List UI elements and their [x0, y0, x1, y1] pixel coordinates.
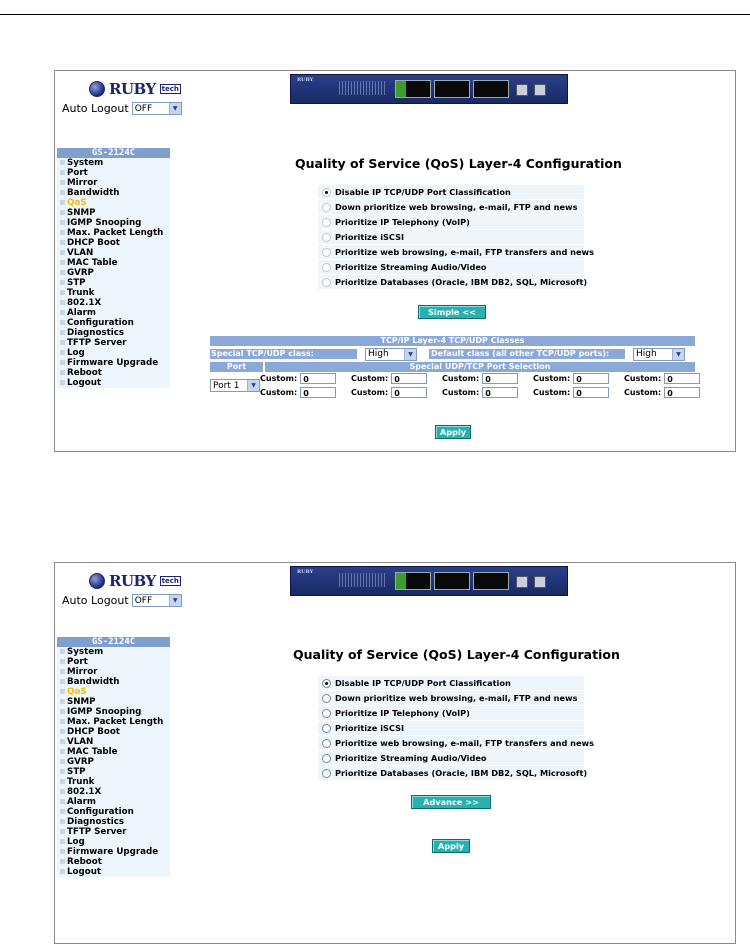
sidebar-item-reboot[interactable]: Reboot [57, 857, 170, 867]
custom-port-field [260, 373, 351, 384]
radio-button-icon[interactable] [322, 188, 331, 197]
radio-button-icon[interactable] [322, 233, 331, 242]
radio-button-icon[interactable] [322, 679, 331, 688]
radio-button-icon[interactable] [322, 263, 331, 272]
classification-option[interactable] [318, 751, 584, 765]
page-title: Quality of Service (QoS) Layer-4 Configuration [293, 647, 620, 662]
classification-option[interactable] [318, 691, 584, 705]
page-top-rule [0, 14, 750, 15]
sidebar-item-firmware-upgrade[interactable]: Firmware Upgrade [57, 358, 170, 368]
classification-option[interactable] [318, 676, 584, 690]
sidebar-item-diagnostics[interactable]: Diagnostics [57, 817, 170, 827]
sidebar-item-snmp[interactable]: SNMP [57, 697, 170, 707]
option-label: Down prioritize web browsing, e-mail, FTP and news [335, 202, 578, 212]
switch-front-panel-image: RUBY [290, 566, 568, 596]
sidebar-item-dhcp-boot[interactable]: DHCP Boot [57, 727, 170, 737]
sidebar-item-mac-table[interactable]: MAC Table [57, 258, 170, 268]
port-led-grid [339, 573, 385, 587]
port-block-2 [434, 80, 470, 98]
sidebar-item-diagnostics[interactable]: Diagnostics [57, 328, 170, 338]
custom-port-input[interactable]: 0 [482, 387, 518, 398]
radio-button-icon[interactable] [322, 754, 331, 763]
radio-button-icon[interactable] [322, 218, 331, 227]
chevron-down-icon: ▼ [169, 595, 181, 606]
sidebar-item-dhcp-boot[interactable]: DHCP Boot [57, 238, 170, 248]
sfp-port-1 [516, 84, 528, 96]
sidebar-item-configuration[interactable]: Configuration [57, 807, 170, 817]
sidebar-item-tftp-server[interactable]: TFTP Server [57, 827, 170, 837]
sidebar-menu [57, 637, 170, 877]
custom-label: Custom: [351, 374, 389, 383]
classification-option[interactable] [318, 275, 588, 289]
sidebar-item-reboot[interactable]: Reboot [57, 368, 170, 378]
port-selection-header: Special UDP/TCP Port Selection [265, 362, 695, 372]
sfp-port-2 [534, 576, 546, 588]
option-label: Prioritize Databases (Oracle, IBM DB2, SQL, Microsoft) [335, 277, 588, 287]
classification-option[interactable] [318, 245, 594, 259]
apply-button[interactable]: Apply [435, 425, 471, 439]
option-label: Prioritize web browsing, e-mail, FTP transfers and news [335, 247, 594, 257]
sidebar-item-max-packet-length[interactable]: Max. Packet Length [57, 717, 170, 727]
radio-button-icon[interactable] [322, 709, 331, 718]
custom-label: Custom: [624, 374, 662, 383]
sidebar-item-alarm[interactable]: Alarm [57, 308, 170, 318]
custom-port-input[interactable]: 0 [300, 373, 336, 384]
sidebar-item-log[interactable]: Log [57, 837, 170, 847]
radio-button-icon[interactable] [322, 694, 331, 703]
sidebar-item-stp[interactable]: STP [57, 278, 170, 288]
switch-front-panel-image: RUBY [290, 74, 568, 104]
sidebar-item-igmp-snooping[interactable]: IGMP Snooping [57, 707, 170, 717]
sidebar-item-vlan[interactable]: VLAN [57, 248, 170, 258]
sidebar-item-gvrp[interactable]: GVRP [57, 268, 170, 278]
layer4-classes-table [210, 336, 695, 398]
advanced-qos-screenshot [54, 70, 736, 452]
custom-port-field [442, 387, 533, 398]
option-label: Prioritize Databases (Oracle, IBM DB2, SQL, Microsoft) [335, 768, 588, 778]
port-led-grid [339, 81, 385, 95]
sidebar-item-trunk[interactable]: Trunk [57, 777, 170, 787]
custom-port-field [442, 373, 533, 384]
sidebar-item-firmware-upgrade[interactable]: Firmware Upgrade [57, 847, 170, 857]
option-label: Prioritize web browsing, e-mail, FTP transfers and news [335, 738, 594, 748]
port-block-1 [395, 572, 431, 590]
custom-port-field [533, 387, 624, 398]
custom-port-grid [260, 373, 715, 398]
apply-button[interactable]: Apply [432, 839, 470, 853]
default-class-label: Default class (all other TCP/UDP ports): [429, 349, 625, 359]
chevron-down-icon: ▼ [169, 103, 181, 114]
custom-port-field [351, 387, 442, 398]
sidebar-menu [57, 148, 170, 388]
sidebar-item-802-1x[interactable]: 802.1X [57, 298, 170, 308]
port-block-2 [434, 572, 470, 590]
custom-label: Custom: [533, 374, 571, 383]
sidebar-item-igmp-snooping[interactable]: IGMP Snooping [57, 218, 170, 228]
auto-logout [62, 102, 182, 115]
custom-label: Custom: [442, 388, 480, 397]
rubytech-logo: RUBY tech [89, 79, 181, 99]
sidebar-item-system[interactable]: System [57, 158, 170, 168]
sidebar-item-port[interactable]: Port [57, 168, 170, 178]
sidebar-item-vlan[interactable]: VLAN [57, 737, 170, 747]
sidebar-item-snmp[interactable]: SNMP [57, 208, 170, 218]
sidebar-item-alarm[interactable]: Alarm [57, 797, 170, 807]
option-label: Prioritize iSCSI [335, 723, 405, 733]
custom-port-field [260, 387, 351, 398]
advance-button[interactable]: Advance >> [411, 795, 491, 809]
custom-label: Custom: [260, 388, 298, 397]
custom-port-input[interactable]: 0 [664, 373, 700, 384]
auto-logout-label: Auto Logout [62, 594, 129, 607]
simple-button[interactable]: Simple << [418, 305, 486, 319]
radio-button-icon[interactable] [322, 769, 331, 778]
custom-label: Custom: [624, 388, 662, 397]
radio-button-icon[interactable] [322, 278, 331, 287]
chevron-down-icon: ▼ [404, 349, 416, 360]
special-class-label: Special TCP/UDP class: [210, 349, 357, 359]
custom-label: Custom: [442, 374, 480, 383]
custom-port-input[interactable]: 0 [391, 373, 427, 384]
custom-port-field [624, 387, 715, 398]
classification-option[interactable] [318, 260, 584, 274]
radio-button-icon[interactable] [322, 724, 331, 733]
port-block-3 [473, 572, 509, 590]
auto-logout-select[interactable]: OFF ▼ [132, 102, 182, 115]
sfp-port-1 [516, 576, 528, 588]
classification-option[interactable] [318, 706, 584, 720]
custom-port-field [351, 373, 442, 384]
custom-port-field [533, 373, 624, 384]
classification-option[interactable] [318, 200, 584, 214]
classification-option[interactable] [318, 766, 588, 780]
classification-option[interactable] [318, 230, 584, 244]
port-block-1 [395, 80, 431, 98]
sidebar-item-system[interactable]: System [57, 647, 170, 657]
classification-option[interactable] [318, 215, 584, 229]
sidebar-item-stp[interactable]: STP [57, 767, 170, 777]
custom-port-input[interactable]: 0 [573, 387, 609, 398]
auto-logout-select[interactable]: OFF ▼ [132, 594, 182, 607]
port-select[interactable]: Port 1 ▼ [210, 379, 260, 392]
option-label: Down prioritize web browsing, e-mail, FTP and news [335, 693, 578, 703]
radio-button-icon[interactable] [322, 248, 331, 257]
sidebar-item-trunk[interactable]: Trunk [57, 288, 170, 298]
option-label: Disable IP TCP/UDP Port Classification [335, 678, 511, 688]
classification-option[interactable] [318, 736, 594, 750]
sfp-port-2 [534, 84, 546, 96]
chevron-down-icon: ▼ [247, 380, 259, 391]
custom-label: Custom: [533, 388, 571, 397]
option-label: Prioritize Streaming Audio/Video [335, 753, 487, 763]
radio-button-icon[interactable] [322, 739, 331, 748]
option-label: Prioritize IP Telephony (VoIP) [335, 708, 470, 718]
custom-port-input[interactable]: 0 [482, 373, 518, 384]
sidebar-item-bandwidth[interactable]: Bandwidth [57, 677, 170, 687]
sidebar-item-logout[interactable]: Logout [57, 378, 170, 388]
sidebar-item-log[interactable]: Log [57, 348, 170, 358]
simple-qos-screenshot [54, 562, 736, 944]
custom-port-input[interactable]: 0 [573, 373, 609, 384]
custom-port-input[interactable]: 0 [391, 387, 427, 398]
auto-logout-label: Auto Logout [62, 102, 129, 115]
sidebar-item-mirror[interactable]: Mirror [57, 667, 170, 677]
special-class-select[interactable]: High ▼ [365, 348, 417, 361]
custom-port-field [624, 373, 715, 384]
custom-port-input[interactable]: 0 [664, 387, 700, 398]
sidebar-item-logout[interactable]: Logout [57, 867, 170, 877]
rubytech-logo: RUBY tech [89, 571, 181, 591]
sidebar-item-max-packet-length[interactable]: Max. Packet Length [57, 228, 170, 238]
option-label: Prioritize Streaming Audio/Video [335, 262, 487, 272]
custom-label: Custom: [351, 388, 389, 397]
layer4-title: TCP/IP Layer-4 TCP/UDP Classes [210, 336, 695, 346]
logo-globe-icon [89, 81, 105, 97]
port-block-3 [473, 80, 509, 98]
menu-title: GS-2124C [57, 148, 170, 158]
custom-label: Custom: [260, 374, 298, 383]
option-label: Prioritize IP Telephony (VoIP) [335, 217, 470, 227]
logo-globe-icon [89, 573, 105, 589]
classification-option[interactable] [318, 721, 584, 735]
menu-title: GS-2124C [57, 637, 170, 647]
sidebar-item-configuration[interactable]: Configuration [57, 318, 170, 328]
option-label: Prioritize iSCSI [335, 232, 405, 242]
radio-button-icon[interactable] [322, 203, 331, 212]
sidebar-item-802-1x[interactable]: 802.1X [57, 787, 170, 797]
sidebar-item-gvrp[interactable]: GVRP [57, 757, 170, 767]
default-class-select[interactable]: High ▼ [633, 348, 685, 361]
port-column-header: Port [210, 362, 263, 372]
sidebar-item-qos[interactable]: QoS [57, 687, 170, 697]
chevron-down-icon: ▼ [672, 349, 684, 360]
custom-port-input[interactable]: 0 [300, 387, 336, 398]
classification-options [318, 185, 594, 290]
sidebar-item-port[interactable]: Port [57, 657, 170, 667]
sidebar-item-mirror[interactable]: Mirror [57, 178, 170, 188]
sidebar-item-qos[interactable]: QoS [57, 198, 170, 208]
auto-logout [62, 594, 182, 607]
sidebar-item-mac-table[interactable]: MAC Table [57, 747, 170, 757]
classification-option[interactable] [318, 185, 584, 199]
classification-options [318, 676, 594, 781]
option-label: Disable IP TCP/UDP Port Classification [335, 187, 511, 197]
page-title: Quality of Service (QoS) Layer-4 Configuration [295, 156, 622, 171]
sidebar-item-bandwidth[interactable]: Bandwidth [57, 188, 170, 198]
sidebar-item-tftp-server[interactable]: TFTP Server [57, 338, 170, 348]
